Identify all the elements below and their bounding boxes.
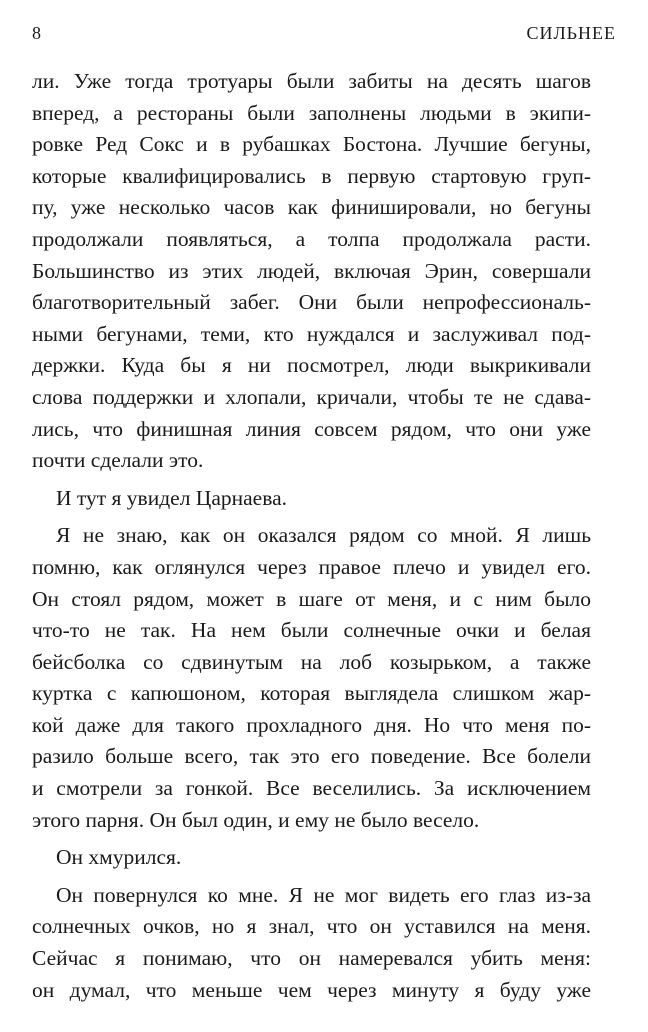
text-line: ли. Уже тогда тротуары были забиты на десять шагов [32, 69, 591, 93]
text-line: ровке Ред Сокс и в рубашках Бостона. Лучшие бегуны, [32, 132, 591, 157]
text-line: благотворительный забег. Они были непрофессиональ- [32, 290, 591, 315]
text-line: И тут я увидел Царнаева. [56, 485, 287, 510]
paragraph [32, 520, 591, 836]
text-line: куртка с капюшоном, которая выглядела слишком жар- [32, 681, 591, 706]
text-line: кой даже для такого прохладного дня. Но что меня по- [32, 712, 591, 737]
text-line: пу, уже несколько часов как финишировали, но бегуны [32, 195, 591, 220]
text-line: Он хмурился. [56, 845, 182, 870]
text-line: и смотрели за гонкой. Все веселились. За исключением [32, 776, 591, 801]
text-line: почти сделали это. [32, 448, 204, 473]
text-line: солнечных очков, но я знал, что он уставился на меня. [32, 914, 591, 939]
text-line: продолжали появляться, а толпа продолжала расти. [32, 226, 591, 251]
text-line: он думал, что меньше чем через минуту я буду уже [32, 977, 591, 1002]
chapter-title: СИЛЬНЕЕ [526, 23, 616, 43]
text-line: этого парня. Он был один, и ему не было весело. [32, 807, 480, 832]
text-line: Большинство из этих людей, включая Эрин, совершали [32, 258, 591, 283]
text-line: вперед, а рестораны были заполнены людьми в экипи- [32, 100, 591, 125]
text-line: бейсболка со сдвинутым на лоб козырьком, а также [32, 649, 591, 674]
text-line: слова поддержки и хлопали, кричали, чтобы те не сдава- [32, 384, 591, 409]
text-line: Он повернулся ко мне. Я не мог видеть его глаз из-за [56, 882, 591, 907]
text-line: разило больше всего, так это его поведение. Все болели [32, 744, 591, 769]
paragraph [32, 842, 591, 874]
text-line: Сейчас я понимаю, что он намеревался убить меня: [32, 946, 591, 971]
running-header [32, 18, 616, 48]
paragraph [32, 880, 591, 1006]
text-line: Я не знаю, как он оказался рядом со мной. Я лишь [56, 523, 591, 548]
paragraph [32, 66, 591, 477]
text-line: ными бегунами, теми, кто нуждался и заслуживал под- [32, 321, 591, 346]
text-line: помню, как оглянулся через правое плечо и увидел его. [32, 554, 591, 579]
text-line: что-то не так. На нем были солнечные очки и белая [32, 618, 591, 643]
text-line: Он стоял рядом, может в шаге от меня, и с ним было [32, 586, 591, 611]
page-number: 8 [32, 23, 42, 43]
text-line: лись, что финишная линия совсем рядом, что они уже [32, 416, 591, 441]
text-line: держки. Куда бы я ни посмотрел, люди выкрикивали [32, 353, 591, 378]
paragraph [32, 483, 591, 515]
body-text [32, 66, 591, 1012]
text-line: которые квалифицировались в первую стартовую груп- [32, 163, 591, 188]
